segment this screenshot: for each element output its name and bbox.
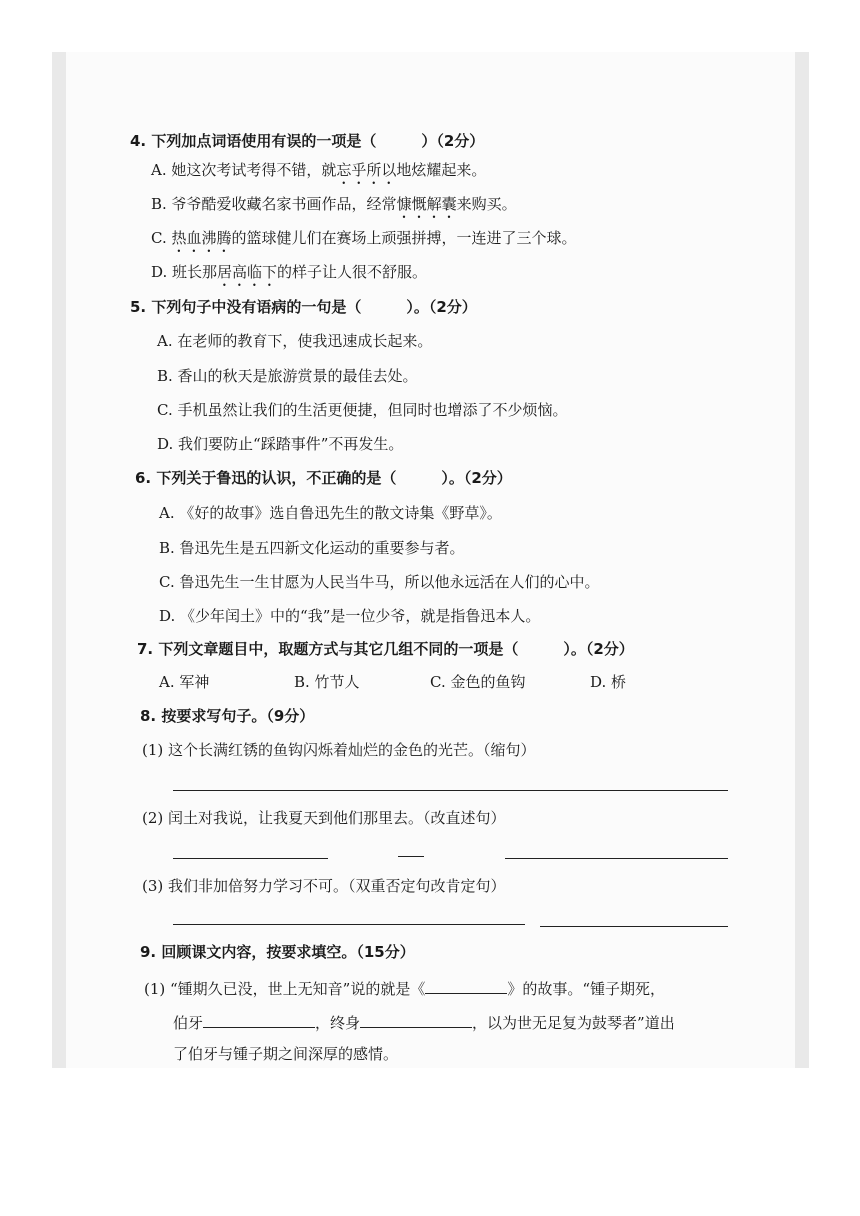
q8-answer-line-3a[interactable] — [173, 924, 525, 925]
q4-option-b-end: 来购买。 — [456, 195, 517, 213]
q7-option-c[interactable]: C. 金色的鱼钩 — [430, 673, 526, 691]
q7-option-a[interactable]: A. 军神 — [159, 673, 210, 691]
q8-answer-line-2c[interactable] — [505, 858, 728, 859]
q9-line-2-mid: ，终身 — [315, 1014, 361, 1032]
q5-option-b[interactable]: B. 香山的秋天是旅游赏景的最佳去处。 — [157, 367, 418, 385]
q4-option-a-text: A. 她这次考试考得不错，就 — [151, 161, 337, 179]
q7-stem: 7. 下列文章题目中，取题方式与其它几组不同的一项是（ ）。（2分） — [137, 640, 634, 658]
q8-answer-line-1[interactable] — [173, 790, 728, 791]
q4-option-c-marked: 热血沸腾 — [171, 229, 232, 247]
q8-answer-line-2b[interactable] — [398, 856, 424, 857]
q4-option-b[interactable] — [151, 194, 517, 222]
q4-option-d-end: 的样子让人很不舒服。 — [277, 263, 428, 281]
q9-line-1-start: (1) “锺期久已没，世上无知音”说的就是《 — [144, 980, 426, 998]
q5-option-d[interactable]: D. 我们要防止“踩踏事件”不再发生。 — [157, 435, 404, 453]
q9-line-1 — [144, 977, 665, 999]
q6-option-b[interactable]: B. 鲁迅先生是五四新文化运动的重要参与者。 — [159, 539, 465, 557]
q4-option-a-end: 地炫耀起来。 — [396, 161, 487, 179]
q6-option-d[interactable]: D. 《少年闰土》中的“我”是一位少爷，就是指鲁迅本人。 — [159, 607, 541, 625]
q7-option-b[interactable]: B. 竹节人 — [294, 673, 360, 691]
q4-option-c-end: 的篮球健儿们在赛场上顽强拼搏，一连进了三个球。 — [231, 229, 577, 247]
q9-blank-2[interactable] — [203, 1011, 315, 1028]
q8-sentence-3: (3) 我们非加倍努力学习不可。（双重否定句改肯定句） — [142, 877, 506, 895]
q6-stem: 6. 下列关于鲁迅的认识，不正确的是（ ）。（2分） — [135, 469, 512, 487]
q4-option-c[interactable] — [151, 228, 577, 256]
q5-option-c[interactable]: C. 手机虽然让我们的生活更便捷，但同时也增添了不少烦恼。 — [157, 401, 568, 419]
q9-line-2 — [173, 1011, 675, 1033]
q5-option-a[interactable]: A. 在老师的教育下，使我迅速成长起来。 — [157, 332, 433, 350]
q9-stem: 9. 回顾课文内容，按要求填空。（15分） — [140, 943, 415, 961]
q8-answer-line-3b[interactable] — [540, 926, 728, 927]
q7-option-d[interactable]: D. 桥 — [590, 673, 627, 691]
q8-sentence-2: (2) 闰土对我说，让我夏天到他们那里去。（改直述句） — [142, 809, 506, 827]
q6-option-c[interactable]: C. 鲁迅先生一生甘愿为人民当牛马，所以他永远活在人们的心中。 — [159, 573, 600, 591]
q4-option-b-text: B. 爷爷酷爱收藏名家书画作品，经常 — [151, 195, 397, 213]
scan-right-edge — [795, 52, 809, 1068]
q4-option-c-text: C. — [151, 229, 172, 247]
q9-blank-3[interactable] — [360, 1011, 472, 1028]
q4-option-a[interactable] — [151, 160, 486, 188]
q6-option-a[interactable]: A. 《好的故事》选自鲁迅先生的散文诗集《野草》。 — [159, 504, 502, 522]
q9-line-2-end: ，以为世无足复为鼓琴者”道出 — [472, 1014, 675, 1032]
q4-stem: 4. 下列加点词语使用有误的一项是（ ）（2分） — [130, 132, 485, 150]
q4-option-d-marked: 居高临下 — [217, 263, 278, 281]
q5-stem: 5. 下列句子中没有语病的一句是（ ）。（2分） — [130, 298, 477, 316]
q8-answer-line-2a[interactable] — [173, 858, 328, 859]
q4-option-d-text: D. 班长那 — [151, 263, 218, 281]
q8-stem: 8. 按要求写句子。（9分） — [140, 707, 315, 725]
q9-line-2-start: 伯牙 — [173, 1014, 204, 1032]
q4-option-d[interactable] — [151, 262, 427, 290]
scan-left-edge — [52, 52, 66, 1068]
q4-option-a-marked: 忘乎所以 — [336, 161, 397, 179]
q9-blank-title[interactable] — [425, 977, 507, 994]
q4-option-b-marked: 慷慨解囊 — [396, 195, 457, 213]
q9-line-3: 了伯牙与锺子期之间深厚的感情。 — [173, 1045, 399, 1063]
q8-sentence-1: (1) 这个长满红锈的鱼钩闪烁着灿烂的金色的光芒。（缩句） — [142, 741, 536, 759]
q9-line-1-end: 》的故事。“锺子期死， — [507, 980, 666, 998]
